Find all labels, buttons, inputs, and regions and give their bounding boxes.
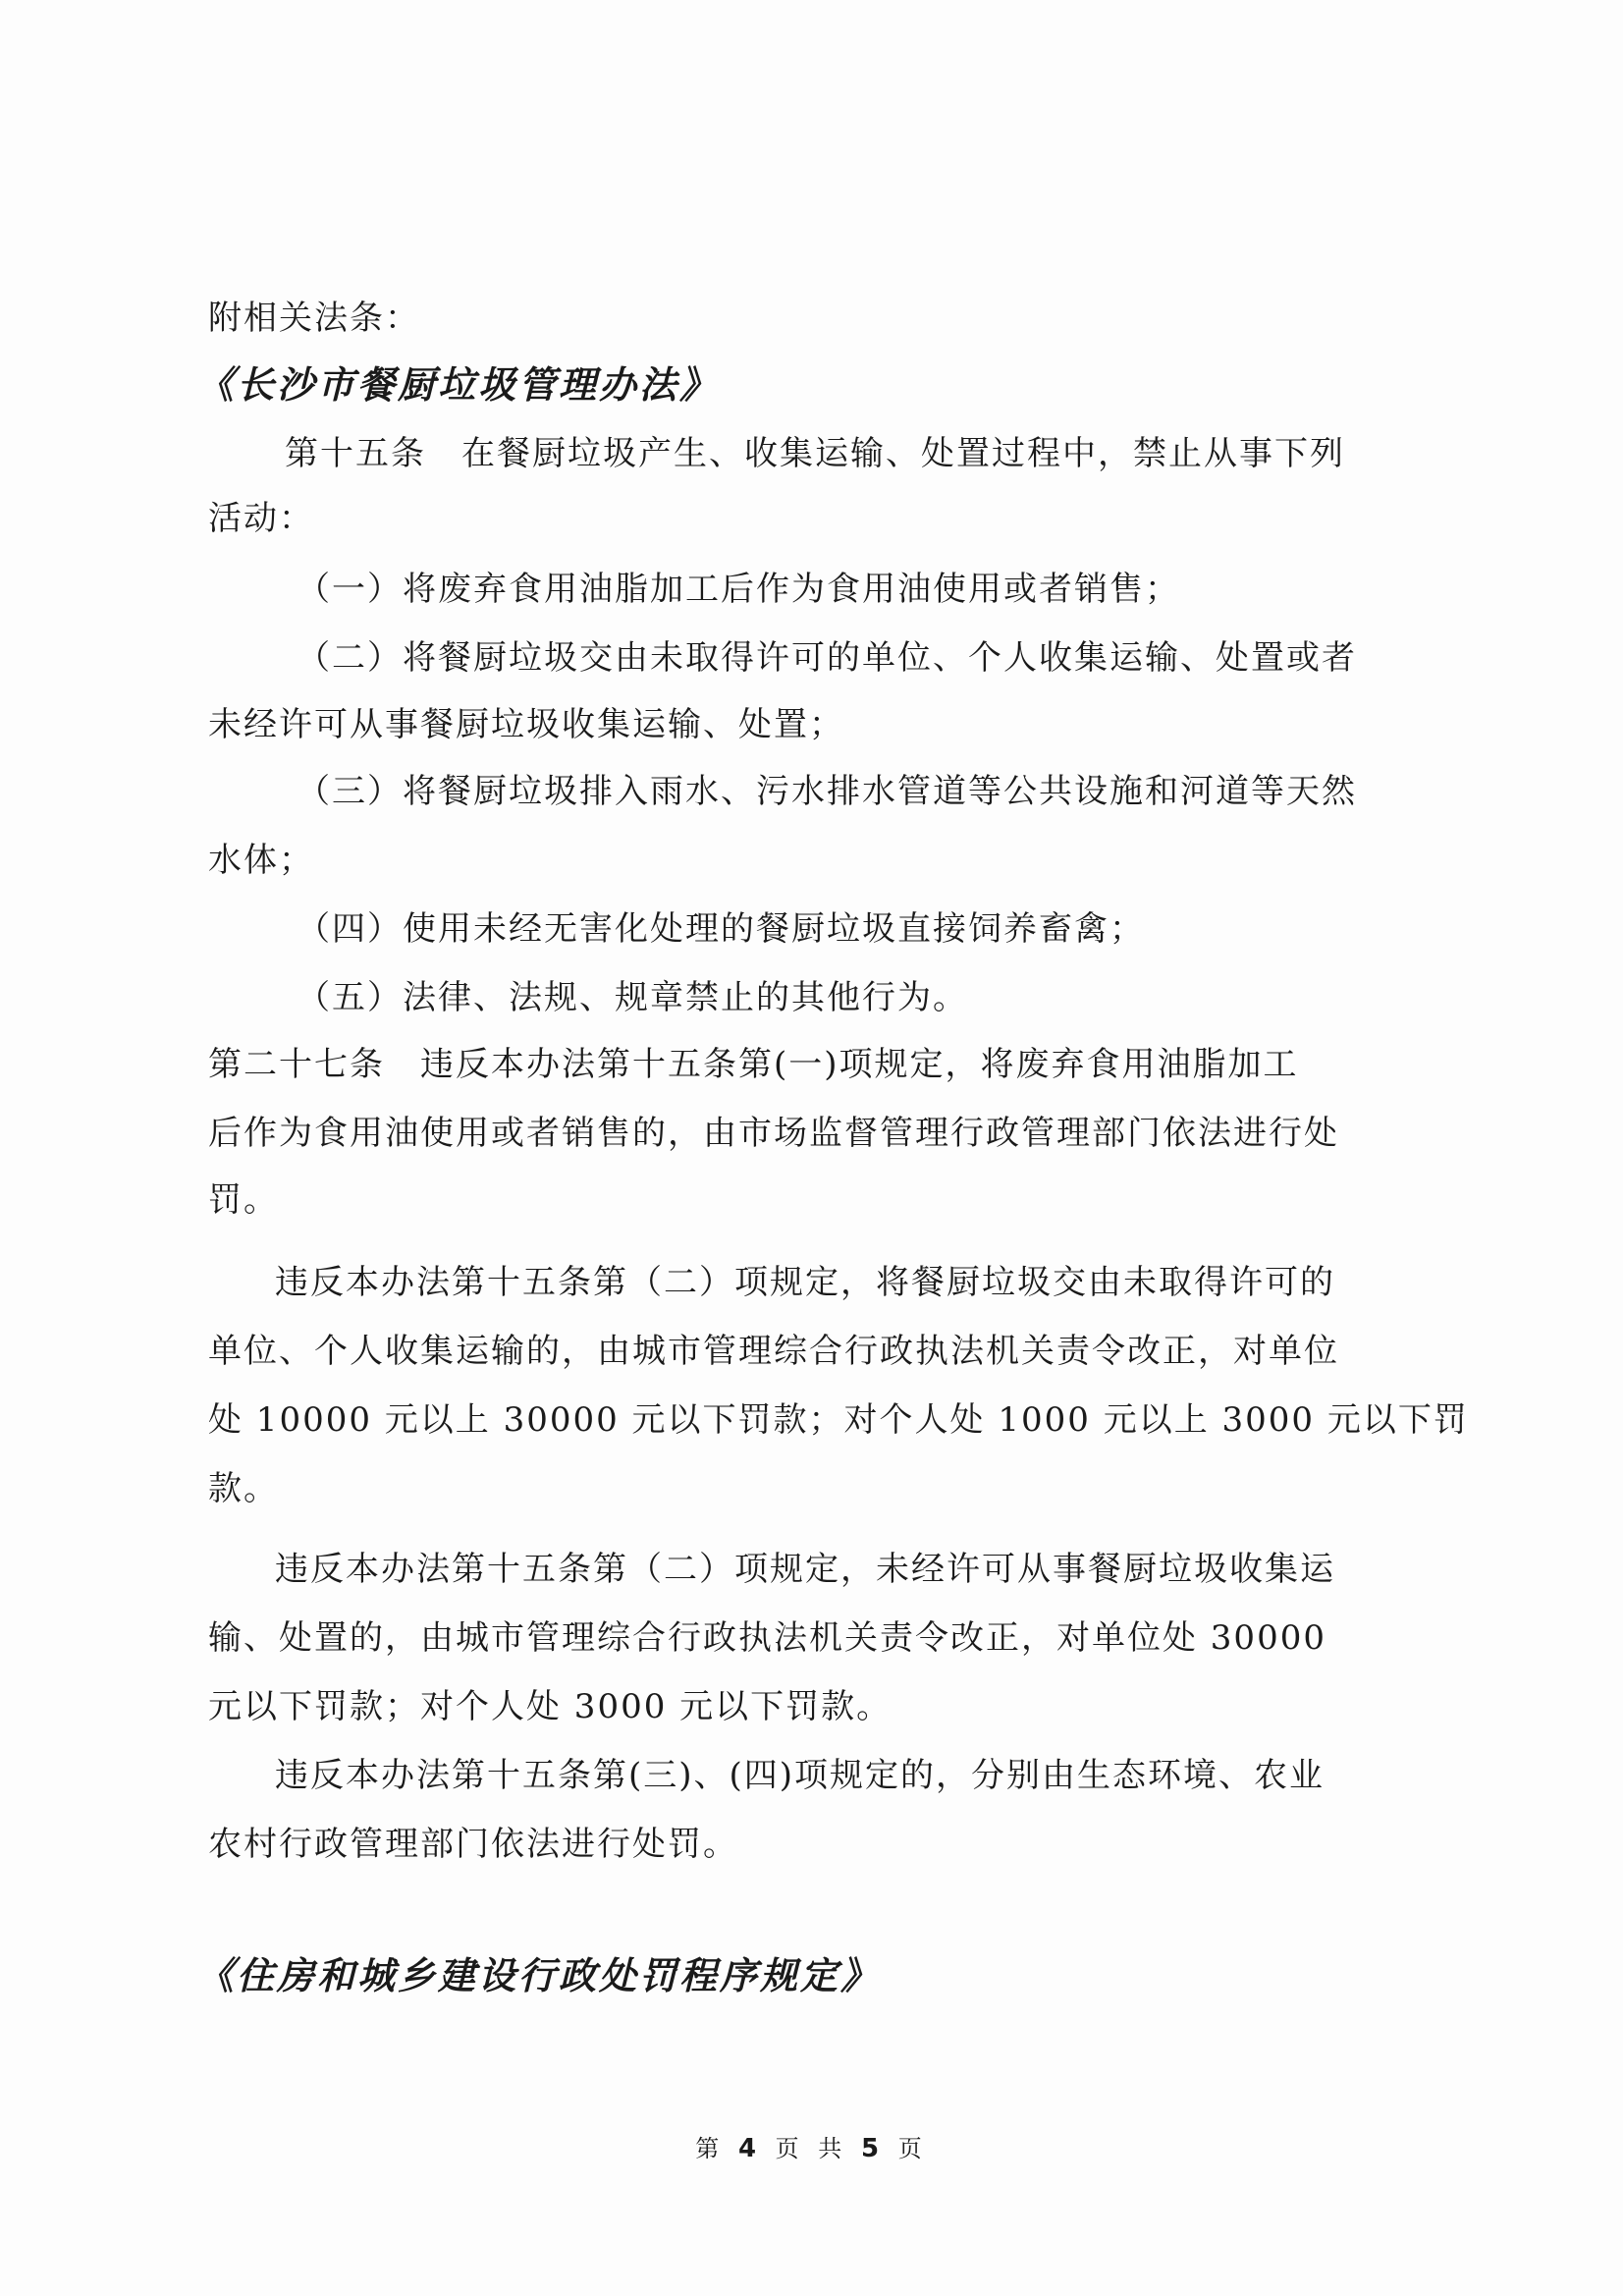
item-5: （五）法律、法规、规章禁止的其他行为。 — [297, 978, 968, 1017]
article-27-line-3: 罚。 — [208, 1180, 279, 1220]
item-3-line-2: 水体； — [208, 841, 314, 880]
page-footer — [0, 2129, 1623, 2163]
article-15-line-2: 活动： — [208, 499, 314, 538]
item-1: （一）将废弃食用油脂加工后作为食用油使用或者销售； — [297, 570, 1180, 609]
current-page-number: 4 — [737, 2134, 763, 2163]
law-title-housing: 《住房和城乡建设行政处罚程序规定》 — [196, 1953, 882, 1997]
paragraph-4-line-2: 农村行政管理部门依法进行处罚。 — [208, 1825, 738, 1864]
footer-middle: 页 共 — [775, 2135, 848, 2162]
total-page-number: 5 — [860, 2134, 886, 2163]
paragraph-2-line-2: 单位、个人收集运输的，由城市管理综合行政执法机关责令改正，对单位 — [208, 1332, 1339, 1371]
paragraph-4-line-1: 违反本办法第十五条第(三)、(四)项规定的，分别由生态环境、农业 — [275, 1756, 1325, 1795]
item-4: （四）使用未经无害化处理的餐厨垃圾直接饲养畜禽； — [297, 909, 1145, 949]
item-2-line-1: （二）将餐厨垃圾交由未取得许可的单位、个人收集运输、处置或者 — [297, 638, 1357, 678]
law-title-changsha: 《长沙市餐厨垃圾管理办法》 — [196, 362, 721, 407]
article-15-line-1: 第十五条 在餐厨垃圾产生、收集运输、处置过程中，禁止从事下列 — [285, 434, 1345, 473]
paragraph-3-line-2: 输、处置的，由城市管理综合行政执法机关责令改正，对单位处 30000 — [208, 1618, 1326, 1658]
paragraph-3-line-3: 元以下罚款；对个人处 3000 元以下罚款。 — [208, 1687, 893, 1726]
footer-suffix: 页 — [897, 2135, 928, 2162]
paragraph-2-line-4: 款。 — [208, 1469, 279, 1508]
paragraph-2-line-3: 处 10000 元以上 30000 元以下罚款；对个人处 1000 元以上 3000 元以下罚 — [208, 1400, 1469, 1440]
paragraph-2-line-1: 违反本办法第十五条第（二）项规定，将餐厨垃圾交由未取得许可的 — [275, 1263, 1335, 1302]
footer-prefix: 第 — [695, 2135, 726, 2162]
intro-text: 附相关法条： — [208, 299, 420, 338]
item-3-line-1: （三）将餐厨垃圾排入雨水、污水排水管道等公共设施和河道等天然 — [297, 772, 1357, 811]
item-2-line-2: 未经许可从事餐厨垃圾收集运输、处置； — [208, 705, 844, 744]
article-27-line-2: 后作为食用油使用或者销售的，由市场监督管理行政管理部门依法进行处 — [208, 1114, 1339, 1153]
article-27-line-1: 第二十七条 违反本办法第十五条第(一)项规定，将废弃食用油脂加工 — [208, 1045, 1299, 1084]
paragraph-3-line-1: 违反本办法第十五条第（二）项规定，未经许可从事餐厨垃圾收集运 — [275, 1550, 1335, 1589]
